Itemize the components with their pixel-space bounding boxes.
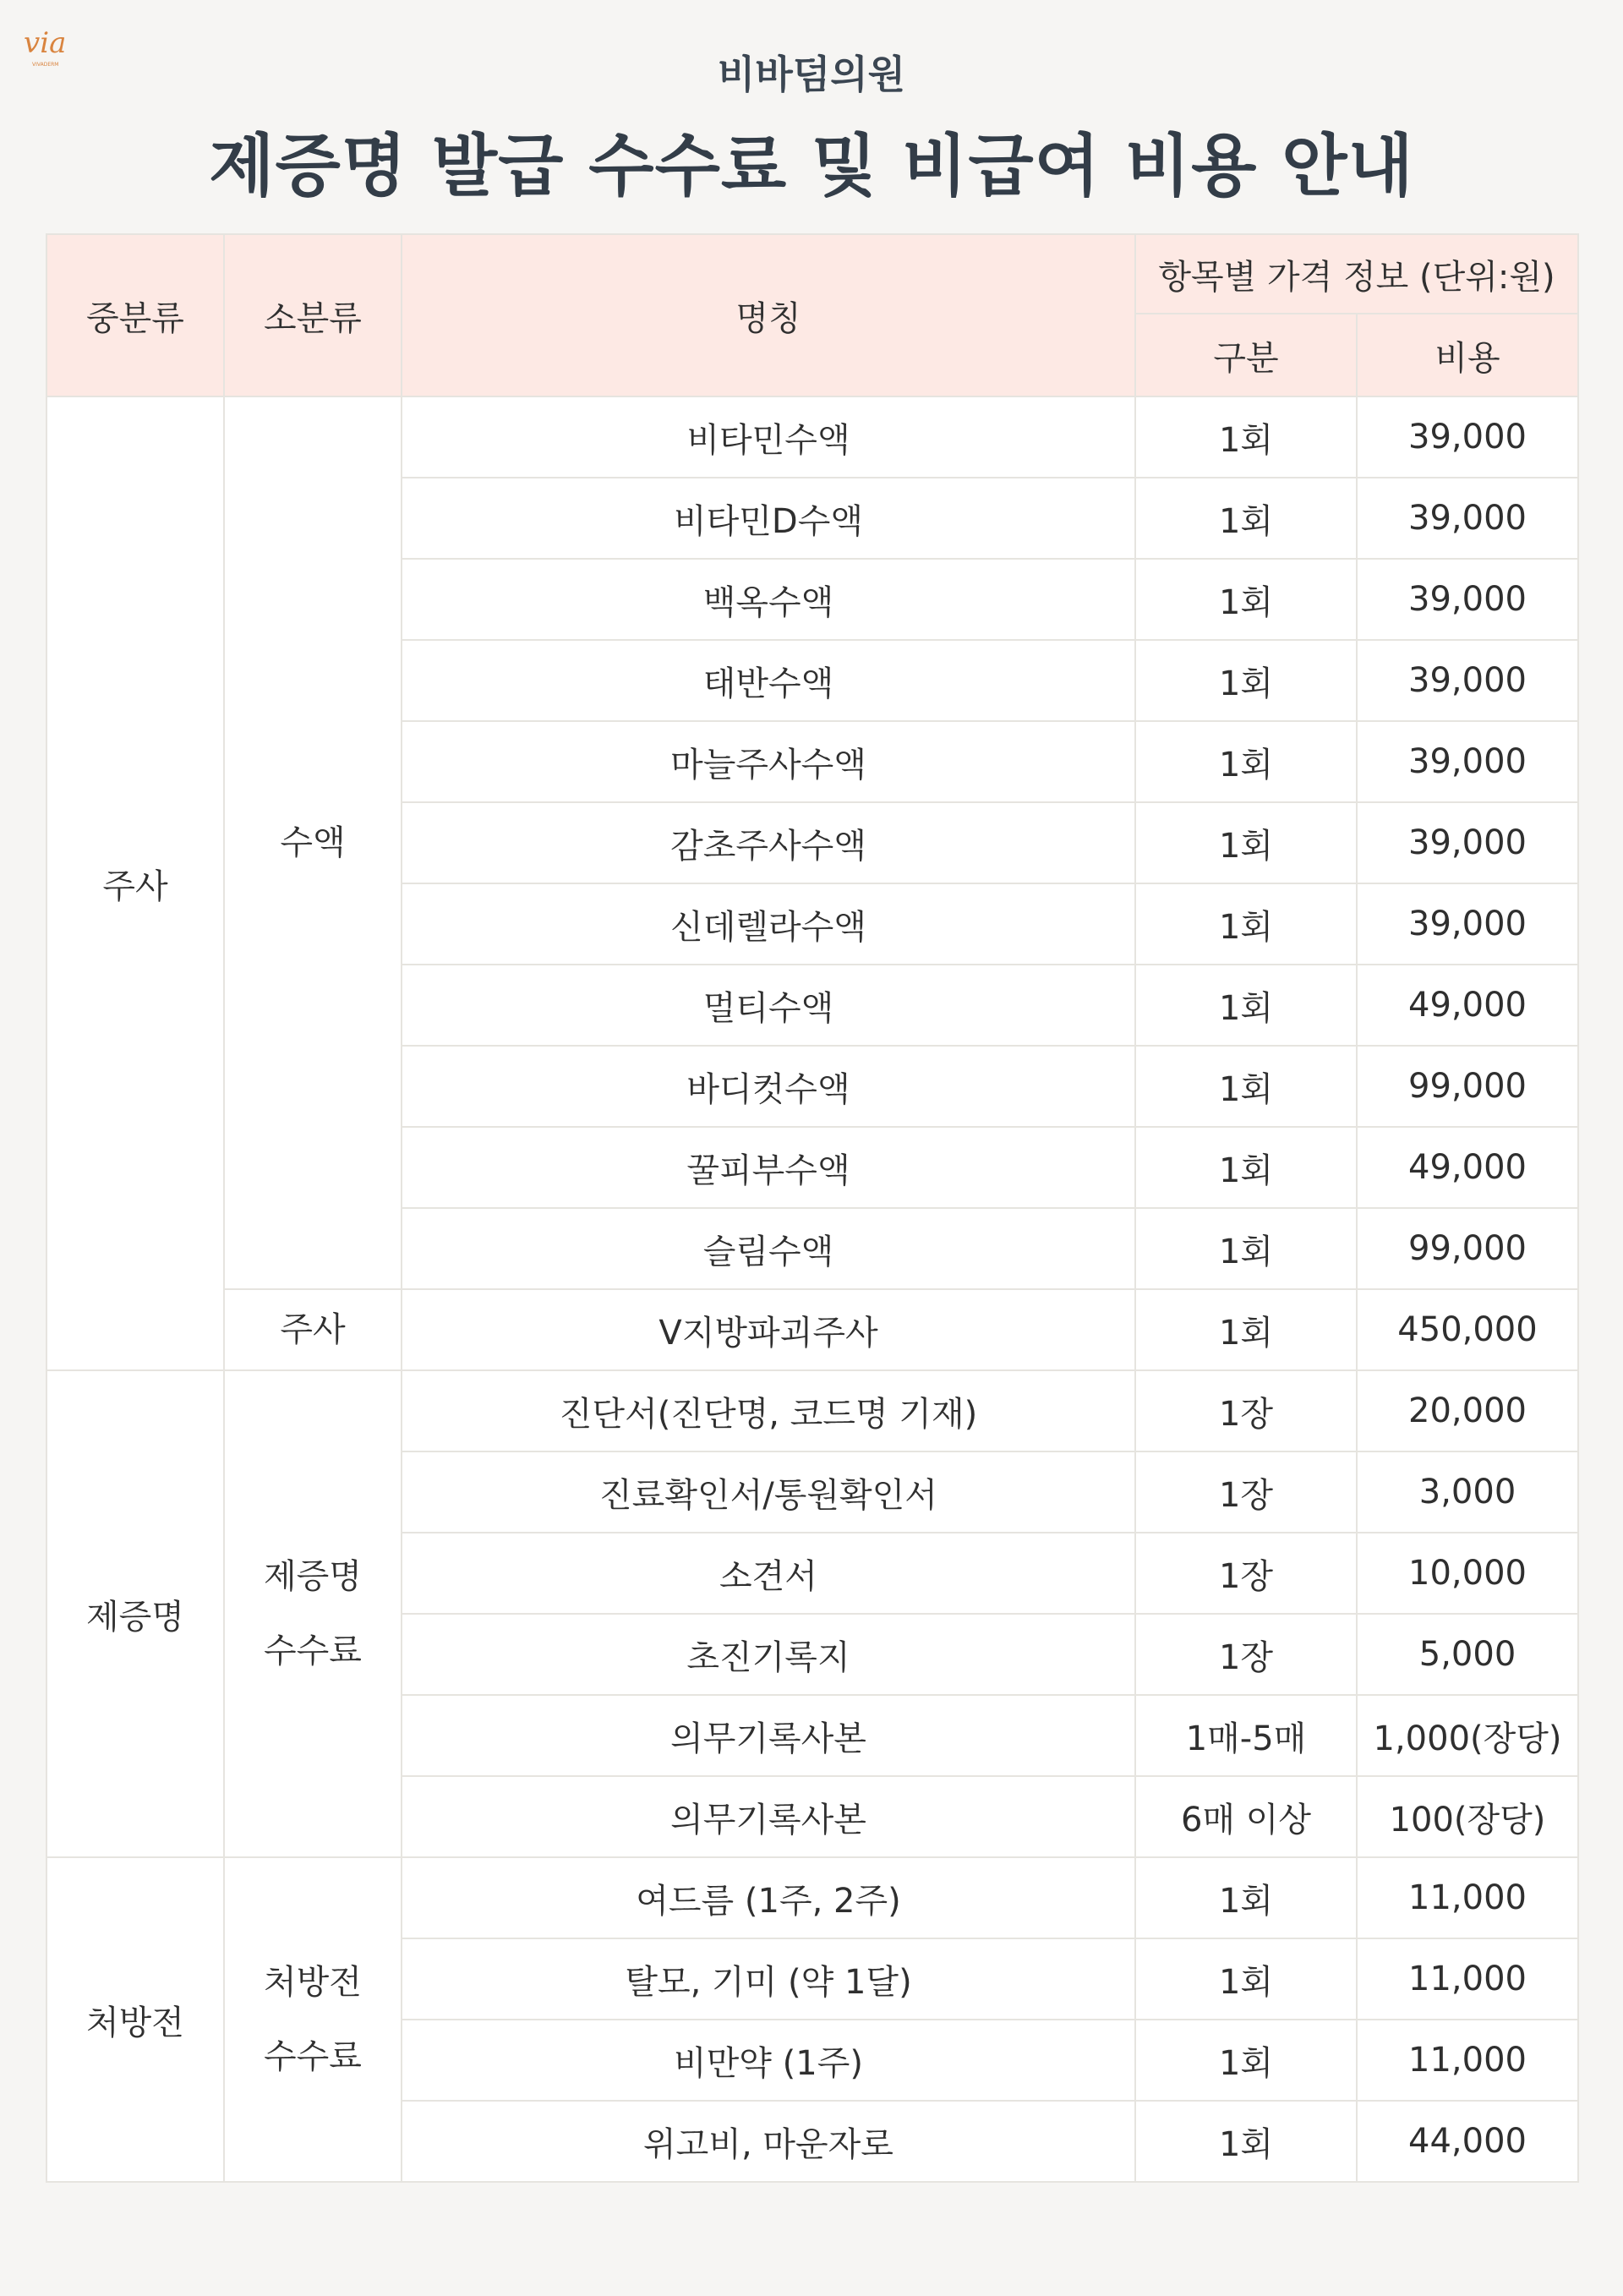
item-name-cell: 의무기록사본	[402, 1695, 1135, 1776]
item-unit-cell: 1장	[1135, 1370, 1357, 1451]
item-unit-cell: 1회	[1135, 2101, 1357, 2182]
table-row	[46, 396, 1578, 478]
item-name-cell: 탈모, 기미 (약 1달)	[402, 1938, 1135, 2020]
item-unit-cell: 1회	[1135, 1857, 1357, 1938]
sub-category-cell	[224, 1857, 402, 2182]
sub-category-cell	[224, 396, 402, 1289]
item-unit-cell: 1회	[1135, 396, 1357, 478]
item-name-cell: 비타민수액	[402, 396, 1135, 478]
item-cost-cell: 20,000	[1357, 1370, 1578, 1451]
item-name-cell: 초진기록지	[402, 1614, 1135, 1695]
item-cost-cell: 99,000	[1357, 1208, 1578, 1289]
item-unit-cell: 1장	[1135, 1614, 1357, 1695]
item-name-cell: 감초주사수액	[402, 802, 1135, 883]
item-unit-cell: 1회	[1135, 2020, 1357, 2101]
item-cost-cell: 11,000	[1357, 2020, 1578, 2101]
item-cost-cell: 1,000(장당)	[1357, 1695, 1578, 1776]
item-unit-cell: 1회	[1135, 1938, 1357, 2020]
item-unit-cell: 1회	[1135, 1127, 1357, 1208]
item-unit-cell: 1회	[1135, 640, 1357, 721]
sub-category-line: 제증명	[264, 1557, 362, 1596]
sub-category-cell	[224, 1289, 402, 1370]
item-cost-cell: 39,000	[1357, 640, 1578, 721]
item-cost-cell: 49,000	[1357, 1127, 1578, 1208]
mid-category-cell: 주사	[46, 396, 224, 1370]
clinic-name: 비바덤의원	[717, 52, 906, 97]
item-unit-cell: 1장	[1135, 1451, 1357, 1533]
item-unit-cell: 1장	[1135, 1533, 1357, 1614]
sub-category-cell	[224, 1370, 402, 1857]
item-unit-cell: 1매-5매	[1135, 1695, 1357, 1776]
item-cost-cell: 39,000	[1357, 721, 1578, 802]
item-name-cell: 진료확인서/통원확인서	[402, 1451, 1135, 1533]
sub-category-line: 처방전	[264, 1963, 362, 2002]
item-unit-cell: 1회	[1135, 965, 1357, 1046]
table-row	[46, 1370, 1578, 1451]
item-name-cell: 슬림수액	[402, 1208, 1135, 1289]
item-cost-cell: 11,000	[1357, 1938, 1578, 2020]
item-unit-cell: 1회	[1135, 559, 1357, 640]
item-cost-cell: 11,000	[1357, 1857, 1578, 1938]
item-name-cell: 신데렐라수액	[402, 883, 1135, 965]
fee-table	[46, 233, 1579, 2183]
header-mid-category: 중분류	[46, 234, 224, 396]
item-unit-cell: 1회	[1135, 883, 1357, 965]
logo-wordmark: VIVADERM	[32, 62, 59, 68]
item-name-cell: 꿀피부수액	[402, 1127, 1135, 1208]
item-name-cell: 비만약 (1주)	[402, 2020, 1135, 2101]
item-cost-cell: 39,000	[1357, 396, 1578, 478]
item-name-cell: 태반수액	[402, 640, 1135, 721]
item-name-cell: 여드름 (1주, 2주)	[402, 1857, 1135, 1938]
item-name-cell: 진단서(진단명, 코드명 기재)	[402, 1370, 1135, 1451]
item-cost-cell: 10,000	[1357, 1533, 1578, 1614]
item-unit-cell: 1회	[1135, 1208, 1357, 1289]
item-cost-cell: 39,000	[1357, 883, 1578, 965]
item-unit-cell: 6매 이상	[1135, 1776, 1357, 1857]
sub-category-line: 수수료	[264, 2037, 362, 2076]
item-cost-cell: 3,000	[1357, 1451, 1578, 1533]
item-name-cell: 소견서	[402, 1533, 1135, 1614]
item-unit-cell: 1회	[1135, 478, 1357, 559]
item-cost-cell: 100(장당)	[1357, 1776, 1578, 1857]
item-name-cell: 위고비, 마운자로	[402, 2101, 1135, 2182]
item-name-cell: V지방파괴주사	[402, 1289, 1135, 1370]
header-name: 명칭	[402, 234, 1135, 396]
table-row	[46, 1857, 1578, 1938]
item-name-cell: 백옥수액	[402, 559, 1135, 640]
item-cost-cell: 450,000	[1357, 1289, 1578, 1370]
header-price-group: 항목별 가격 정보 (단위:원)	[1135, 234, 1578, 314]
logo-monogram: via	[24, 26, 67, 60]
mid-category-cell: 제증명	[46, 1370, 224, 1857]
fee-table-body	[46, 396, 1578, 2182]
sub-category-line: 주사	[280, 1310, 346, 1349]
sub-category-line: 수액	[280, 823, 346, 862]
header-sub-category: 소분류	[224, 234, 402, 396]
item-name-cell: 바디컷수액	[402, 1046, 1135, 1127]
item-cost-cell: 39,000	[1357, 559, 1578, 640]
header-cost: 비용	[1357, 314, 1578, 396]
item-name-cell: 멀티수액	[402, 965, 1135, 1046]
item-cost-cell: 39,000	[1357, 478, 1578, 559]
item-unit-cell: 1회	[1135, 721, 1357, 802]
item-cost-cell: 44,000	[1357, 2101, 1578, 2182]
table-row	[46, 1289, 1578, 1370]
item-name-cell: 비타민D수액	[402, 478, 1135, 559]
sub-category-line: 수수료	[264, 1632, 362, 1670]
item-unit-cell: 1회	[1135, 802, 1357, 883]
item-name-cell: 마늘주사수액	[402, 721, 1135, 802]
item-cost-cell: 39,000	[1357, 802, 1578, 883]
item-name-cell: 의무기록사본	[402, 1776, 1135, 1857]
mid-category-cell: 처방전	[46, 1857, 224, 2182]
page-title: 제증명 발급 수수료 및 비급여 비용 안내	[209, 127, 1414, 205]
item-cost-cell: 99,000	[1357, 1046, 1578, 1127]
header-unit: 구분	[1135, 314, 1357, 396]
item-cost-cell: 5,000	[1357, 1614, 1578, 1695]
item-cost-cell: 49,000	[1357, 965, 1578, 1046]
item-unit-cell: 1회	[1135, 1046, 1357, 1127]
item-unit-cell: 1회	[1135, 1289, 1357, 1370]
